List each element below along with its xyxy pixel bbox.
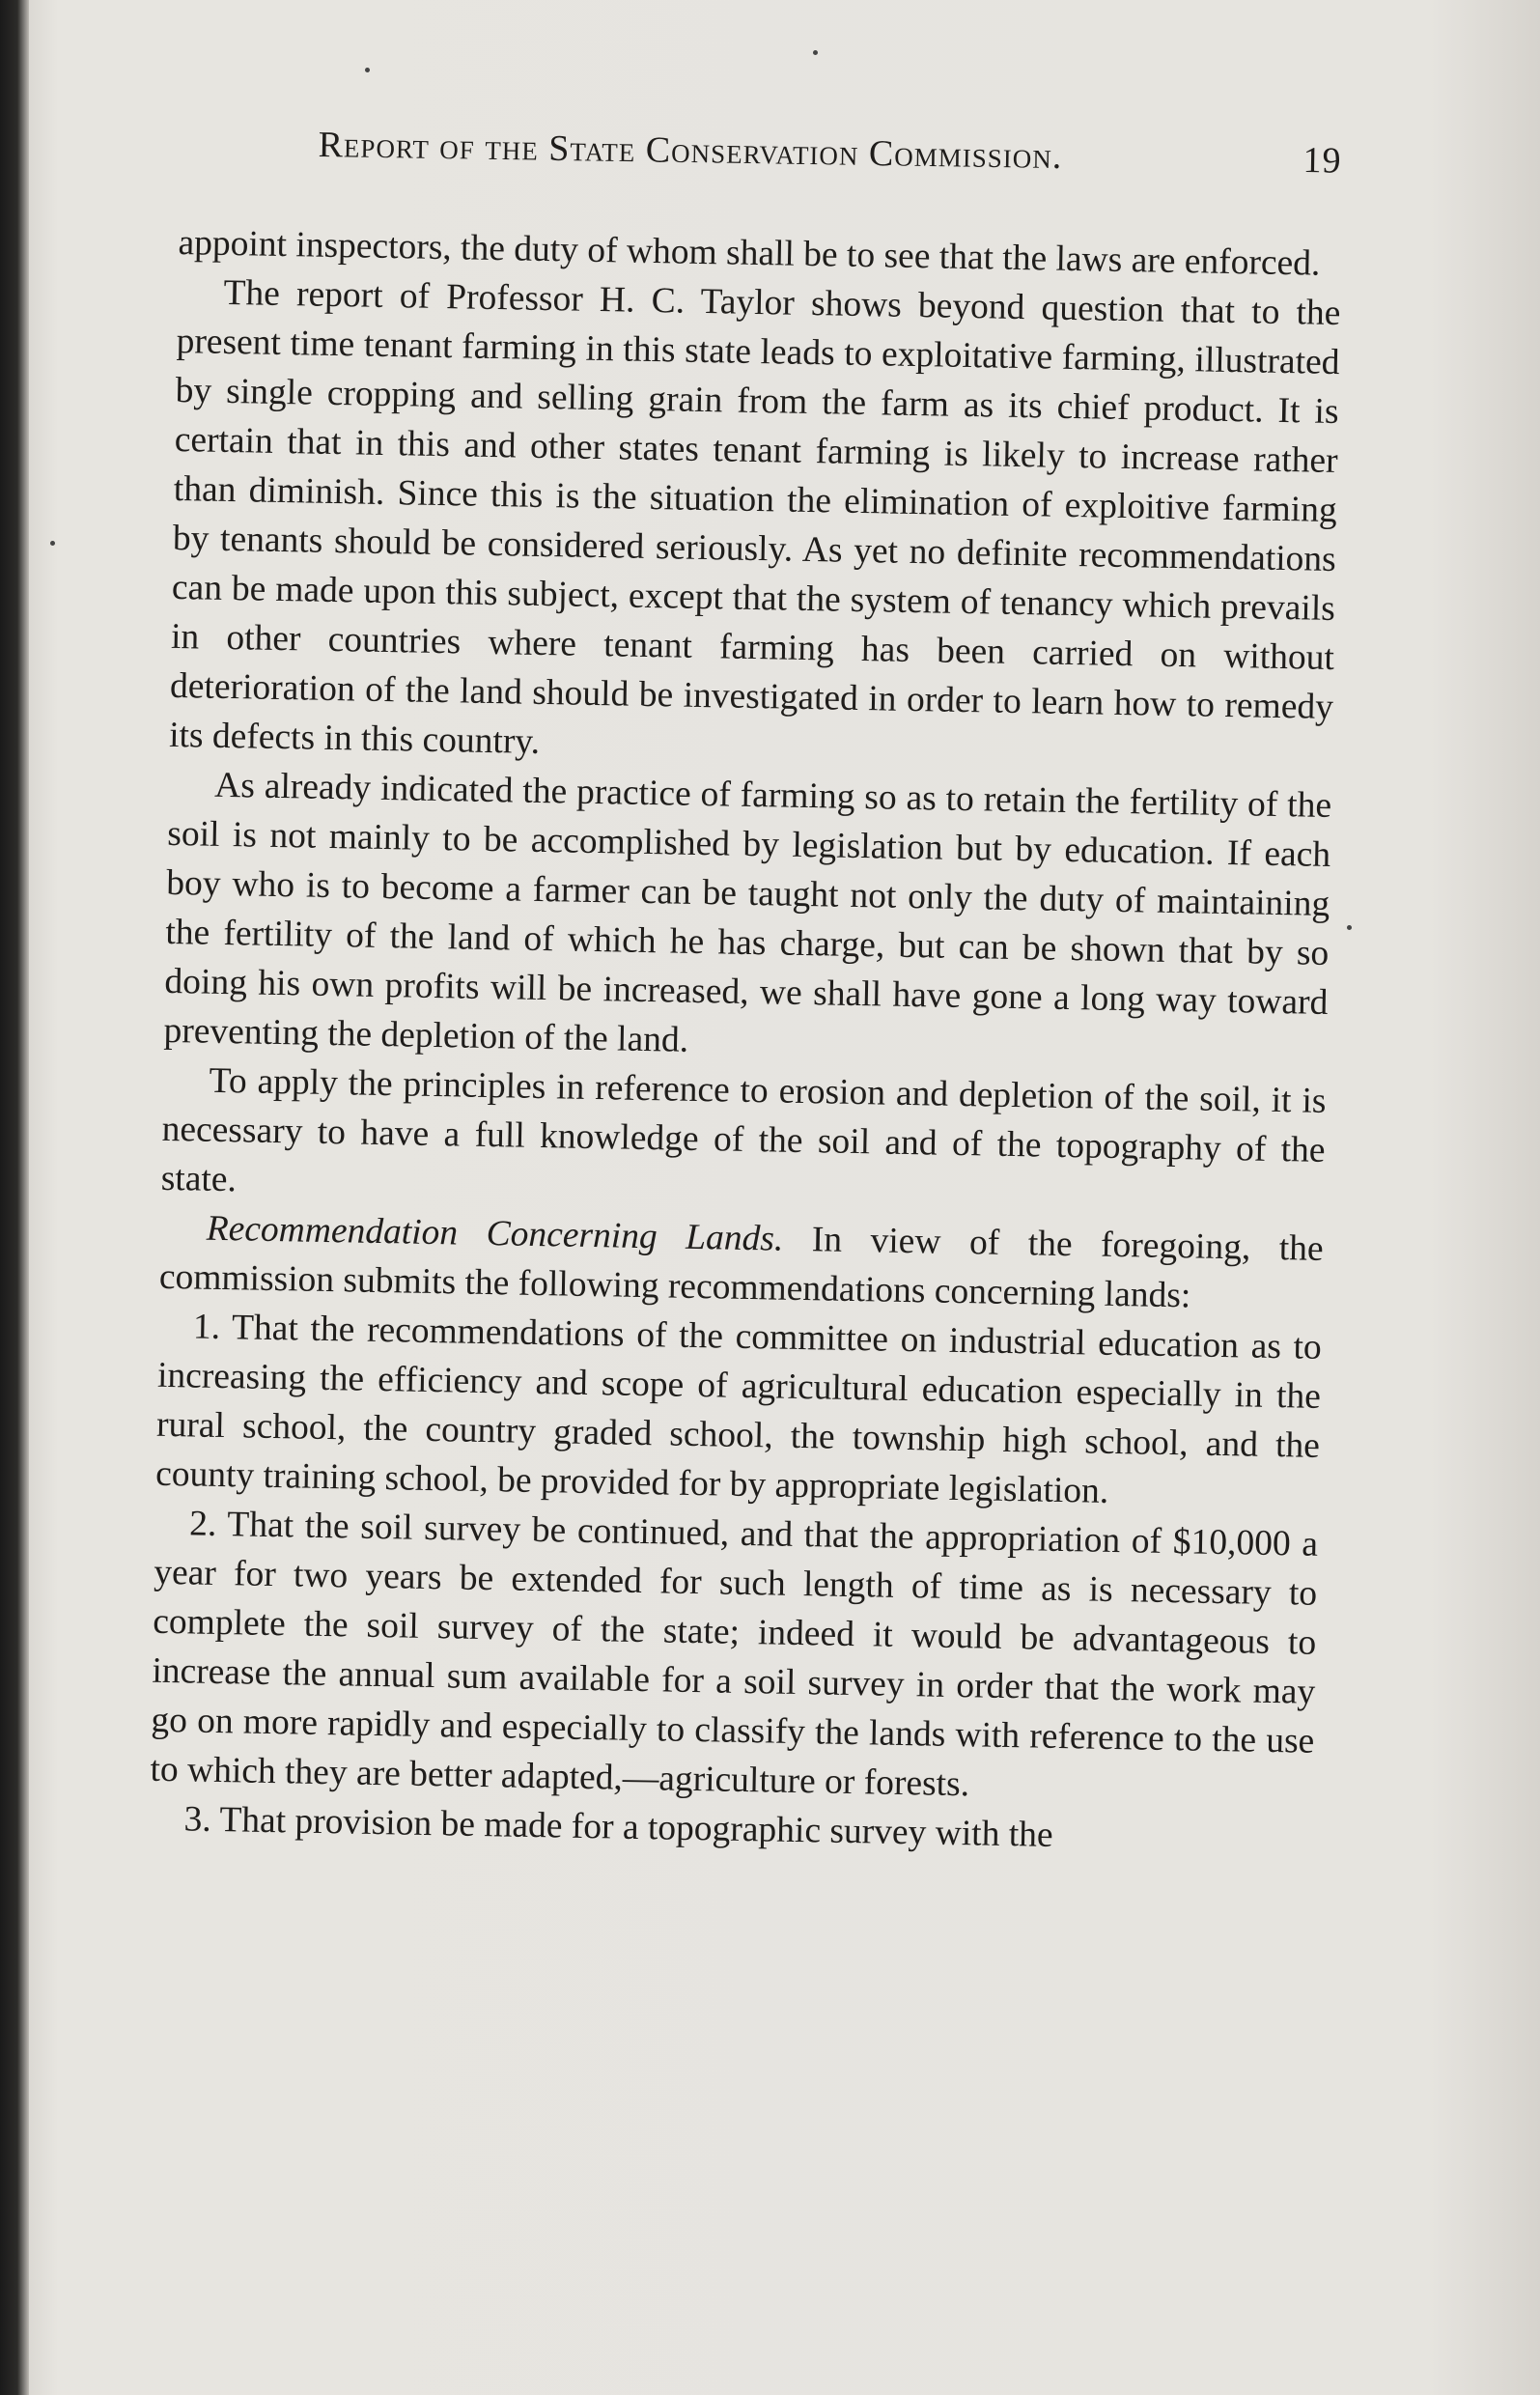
- running-head: [318, 124, 1342, 183]
- recommendation-item-1: 1. That the recommendations of the committee on industrial education as to increasing the efficiency and scope of agricultural education especially in the rural school, the country graded school, the township high school, and the county training school, be provided for by appropriate legislation.: [154, 1307, 1323, 1511]
- page-number: 19: [1302, 140, 1342, 182]
- paper-speck: [365, 68, 370, 72]
- paper-speck: [50, 541, 55, 546]
- paragraph-continuation: appoint inspectors, the duty of whom shall be to see that the laws are enforced.: [178, 222, 1321, 284]
- section-heading-lands: Recommendation Concerning Lands.: [206, 1208, 784, 1259]
- recommendation-item-3: 3. That provision be made for a topographic survey with the: [183, 1799, 1053, 1855]
- book-binding-edge: [0, 0, 29, 2395]
- paper-speck: [813, 50, 818, 55]
- recommendation-intro-text: In view of the foregoing, the commission submits the following recommendations concerning lands:: [158, 1219, 1324, 1316]
- recommendation-item-2: 2. That the soil survey be continued, and that the appropriation of $10,000 a year for two years be extended for such length of time as is necessary to complete the soil survey of the state; indeed it would be advantageous to increase the annual sum available for a soil survey in order that the work may go on more rapidly and especially to classify the lands with reference to the use to which they are better adapted,—agriculture or forests.: [150, 1504, 1319, 1805]
- paragraph-tenant-farming: The report of Professor H. C. Taylor shows beyond question that to the present time tenant farming in this state leads to exploitative farming, illustrated by single cropping and selling grain from the farm as its chief product. It is certain that in this and other states tenant farming is likely to increase rather than diminish. Since this is the situation the elimination of exploitive farming by tenants should be considered seriously. As yet no definite recommendations can be made upon this subject, except that the system of tenancy which prevails in other countries where tenant farming has been carried on without deterioration of the land should be investigated in order to learn how to remedy its defects in this country.: [168, 272, 1341, 762]
- paragraph-education: As already indicated the practice of farming so as to retain the fertility of the soil is not mainly to be accomplished by legislation but by education. If each boy who is to become a farmer can be taught not only the duty of maintaining the fertility of the land of which he has charge, but can be shown that by so doing his own profits will be increased, we shall have gone a long way toward preventing the depletion of the land.: [163, 765, 1332, 1060]
- paper-speck: [1347, 925, 1352, 930]
- paragraph-principles: To apply the principles in reference to erosion and depletion of the soil, it is necessary to have a full knowledge of the soil and of the topography of the state.: [160, 1060, 1327, 1200]
- running-head-title: Report of the State Conservation Commission.: [318, 124, 1063, 178]
- page-body: [149, 218, 1342, 1865]
